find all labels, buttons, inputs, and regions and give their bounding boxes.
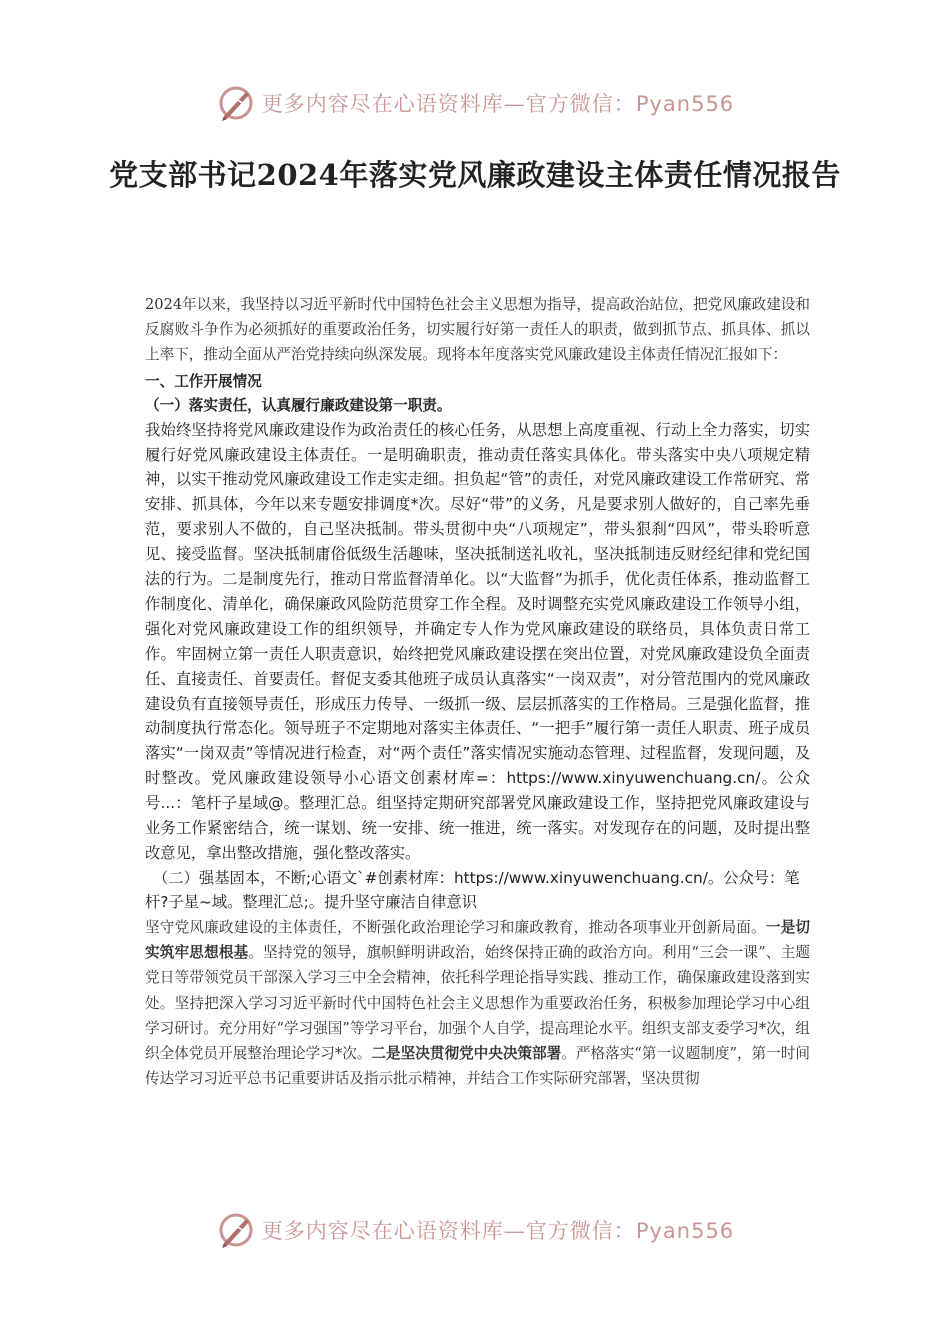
- subsection-2-body: 坚守党风廉政建设的主体责任，不断强化政治理论学习和廉政教育，推动各项事业开创新局面。一是切实筑牢思想根基。坚持党的领导，旗帜鲜明讲政治，始终保持正确的政治方向。利用“三会一课”、主题党日等带领党员干部深入学习三中全会精神，依托科学理论指导实践、推动工作，确保廉政建设落到实处。坚持把深入学习习近平新时代中国特色社会主义思想作为重要政治任务，积极参加理论学习中心组学习研讨。充分用好“学习强国”等学习平台，加强个人自学，提高理论水平。组织支部支委学习*次，组织全体党员开展整治理论学习*次。二是坚决贯彻党中央决策部署。严格落实“第一议题制度”，第一时间传达学习习近平总书记重要讲话及指示批示精神，并结合工作实际研究部署，坚决贯彻: [145, 918, 810, 1088]
- point-2-title: 二是坚决贯彻党中央决策部署: [371, 1044, 562, 1062]
- pen-logo-icon: [216, 1210, 256, 1250]
- document-body: [145, 292, 810, 1091]
- watermark-banner-bottom: [0, 1205, 950, 1255]
- subsection-1-body: 我始终坚持将党风廉政建设作为政治责任的核心任务，从思想上高度重视、行动上全力落实，切实履行好党风廉政建设主体责任。一是明确职责，推动责任落实具体化。带头落实中央八项规定精神，以实干推动党风廉政建设工作走实走细。担负起“管”的责任，对党风廉政建设工作常研究、常安排、抓具体，今年以来专题安排调度*次。尽好“带”的义务，凡是要求别人做好的，自己率先垂范，要求别人不做的，自己坚决抵制。带头贯彻中央“八项规定”，带头狠刹“四风”，带头聆听意见、接受监督。坚决抵制庸俗低级生活趣味，坚决抵制送礼收礼，坚决抵制违反财经纪律和党纪国法的行为。二是制度先行，推动日常监督清单化。以“大监督”为抓手，优化责任体系，推动监督工作制度化、清单化，确保廉政风险防范贯穿工作全程。及时调整充实党风廉政建设工作领导小组，强化对党风廉政建设工作的组织领导，并确定专人作为党风廉政建设的联络员，具体负责日常工作。牢固树立第一责任人职责意识，始终把党风廉政建设摆在突出位置，对党风廉政建设负全面责任、直接责任、首要责任。督促支委其他班子成员认真落实“一岗双责”，对分管范围内的党风廉政建设负有直接领导责任，形成压力传导、一级抓一级、层层抓落实的工作格局。三是强化监督，推动制度执行常态化。领导班子不定期地对落实主体责任、“一把手”履行第一责任人职责、班子成员落实“一岗双责”等情况进行检查，对“两个责任”落实情况实施动态管理、过程监督，发现问题，及时整改。党风廉政建设领导小心语文创素材库=：https://www.xinyuwenchuang.cn/。公众号...：笔杆子星域@。整理汇总。组坚持定期研究部署党风廉政建设工作，坚持把党风廉政建设与业务工作紧密结合，统一谋划、统一安排、统一推进，统一落实。对发现存在的问题，及时提出整改意见，拿出整改措施，强化整改落实。: [145, 420, 810, 863]
- watermark-text: 更多内容尽在心语资料库—官方微信：Pyan556: [261, 1219, 735, 1243]
- document-title: 党支部书记2024年落实党风廉政建设主体责任情况报告: [109, 158, 841, 192]
- subsection-heading-1: （一）落实责任，认真履行廉政建设第一职责。: [145, 396, 452, 414]
- watermark-text: 更多内容尽在心语资料库—官方微信：Pyan556: [261, 92, 735, 116]
- subsection-heading-2: （二）强基固本，不断;心语文`#创素材库：https://www.xinyuwenchuang.cn/。公众号：笔杆?子星~域。整理汇总;。提升坚守廉洁自律意识: [145, 868, 800, 912]
- intro-paragraph: 2024年以来，我坚持以习近平新时代中国特色社会主义思想为指导，提高政治站位，把党风廉政建设和反腐败斗争作为必须抓好的重要政治任务，切实履行好第一责任人的职责，做到抓节点、抓具体、抓以上率下，推动全面从严治党持续向纵深发展。现将本年度落实党风廉政建设主体责任情况汇报如下：: [145, 296, 810, 364]
- point-1-title: 一是切实筑牢思想根基: [145, 918, 810, 962]
- section-heading: 一、工作开展情况: [145, 372, 262, 390]
- pen-logo-icon: [216, 83, 256, 123]
- watermark-banner-top: [0, 78, 950, 128]
